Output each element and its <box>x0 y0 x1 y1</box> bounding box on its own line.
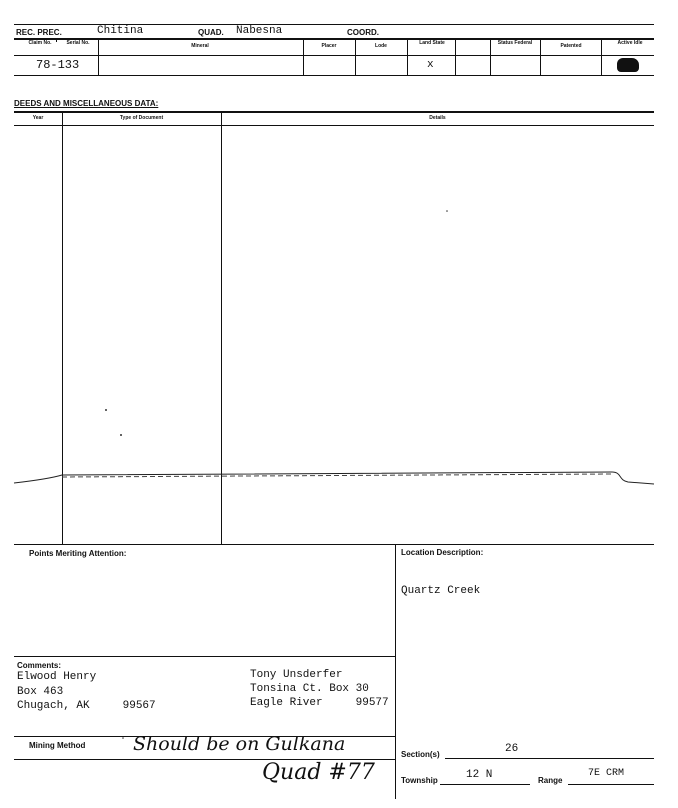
coord-label: COORD. <box>347 28 379 37</box>
points-label: Points Meriting Attention: <box>29 549 127 558</box>
col-mineral: Mineral <box>191 43 209 49</box>
bottom-divider <box>395 544 396 799</box>
mining-method-label: Mining Method <box>29 741 86 750</box>
location-value: Quartz Creek <box>401 585 481 597</box>
township-underline <box>440 784 530 785</box>
land-state-value: x <box>427 59 434 71</box>
sections-underline <box>445 758 654 759</box>
range-underline <box>568 784 654 785</box>
sections-label: Section(s) <box>401 750 440 759</box>
comments-label: Comments: <box>17 661 62 670</box>
col-placer: Placer <box>321 43 337 49</box>
comments-left-3: Chugach, AK 99567 <box>17 700 156 712</box>
rec-prec-label: REC. PREC. <box>16 28 62 37</box>
bottom-top-rule <box>14 544 654 545</box>
mining-method-handwritten-1: Should be on Gulkana <box>133 733 346 755</box>
rec-prec-value: Chitina <box>97 25 144 37</box>
mining-method-handwritten-2: Quad #77 <box>262 760 375 785</box>
col-patented: Patented <box>560 43 582 49</box>
range-label: Range <box>538 776 563 785</box>
deeds-title: DEEDS AND MISCELLANEOUS DATA: <box>14 99 159 108</box>
claim-no-value: 78-133 <box>36 58 80 72</box>
comments-right-2: Tonsina Ct. Box 30 <box>250 683 369 695</box>
location-label: Location Description: <box>401 548 484 557</box>
township-value: 12 N <box>466 769 493 781</box>
comments-left-1: Elwood Henry <box>17 671 97 683</box>
quad-label: QUAD. <box>198 28 224 37</box>
township-label: Township <box>401 776 438 785</box>
comments-right-1: Tony Unsderfer <box>250 669 343 681</box>
comments-left-2: Box 463 <box>17 686 64 698</box>
col-serial-no: Serial No. <box>66 40 90 46</box>
col-lode: Lode <box>375 43 387 49</box>
deeds-col-details: Details <box>429 115 446 121</box>
active-idle-mark <box>617 58 639 72</box>
col-status-federal: Status Federal <box>497 40 533 46</box>
deeds-col-year: Year <box>32 115 44 121</box>
deeds-col-type: Type of Document <box>119 115 164 121</box>
col-active-idle: Active Idle <box>617 40 643 46</box>
col-claim-no: Claim No. <box>28 40 52 46</box>
comments-rule <box>14 656 395 657</box>
range-value: 7E CRM <box>588 768 625 779</box>
sections-value: 26 <box>505 743 519 755</box>
comments-right-3: Eagle River 99577 <box>250 697 389 709</box>
col-land-state: Land State <box>419 40 445 46</box>
quad-value: Nabesna <box>236 25 283 37</box>
